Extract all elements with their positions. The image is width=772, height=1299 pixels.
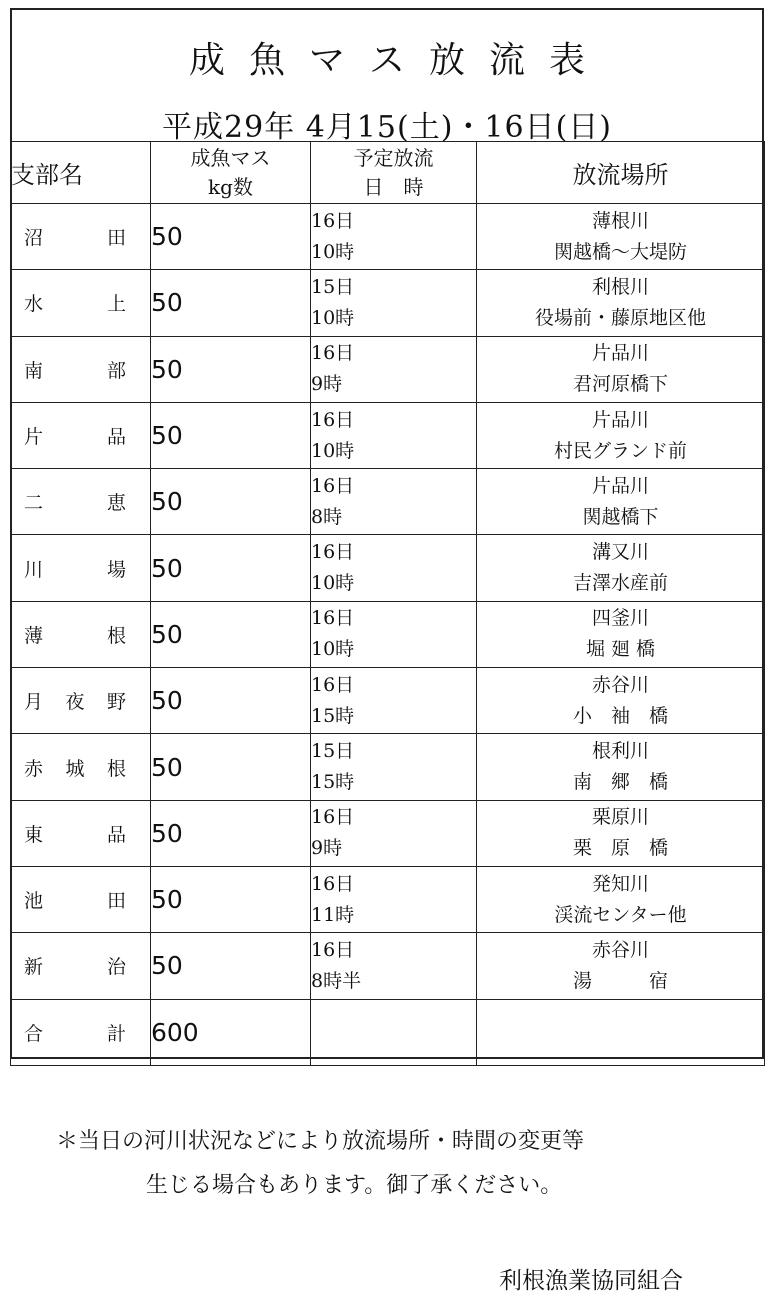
release-datetime	[311, 270, 477, 336]
branch-char: 合	[24, 1022, 44, 1045]
branch-char: 品	[106, 426, 126, 449]
header-kg-line2: kg数	[208, 174, 253, 199]
release-datetime	[311, 469, 477, 535]
table-row	[11, 535, 765, 601]
branch-name	[11, 999, 151, 1065]
release-day: 16日	[311, 541, 355, 564]
header-datetime	[311, 142, 477, 204]
branch-name	[11, 933, 151, 999]
release-datetime	[311, 734, 477, 800]
kg-amount: 50	[151, 800, 311, 866]
total-row	[11, 999, 765, 1065]
release-river: 発知川	[591, 872, 649, 895]
branch-char: 薄	[24, 624, 44, 647]
release-spot: 村民グランド前	[553, 439, 687, 462]
release-river: 利根川	[591, 275, 649, 298]
branch-char: 二	[24, 492, 44, 515]
kg-amount: 50	[151, 866, 311, 932]
release-schedule-sheet	[10, 8, 764, 1059]
kg-amount: 50	[151, 601, 311, 667]
header-branch: 支部名	[11, 142, 151, 204]
table-row	[11, 204, 765, 270]
release-place	[477, 933, 765, 999]
branch-name-chars	[11, 223, 150, 250]
branch-char: 沼	[24, 227, 44, 250]
branch-name-chars	[11, 687, 150, 714]
release-river: 赤谷川	[591, 938, 649, 961]
kg-amount: 50	[151, 734, 311, 800]
branch-name-chars	[11, 754, 150, 781]
release-spot: 役場前・藤原地区他	[534, 306, 706, 329]
branch-name-chars	[11, 289, 150, 316]
release-day: 16日	[311, 673, 355, 696]
release-spot: 君河原橋下	[572, 373, 668, 396]
header-datetime-line2: 日 時	[363, 174, 424, 199]
kg-amount: 50	[151, 933, 311, 999]
branch-name-chars	[11, 422, 150, 449]
organization-name: 利根漁業協同組合	[499, 1268, 683, 1294]
release-place	[477, 601, 765, 667]
release-day: 15日	[311, 275, 355, 298]
release-place	[477, 668, 765, 734]
notice-line-2: 生じる場合もあります。御了承ください。	[146, 1173, 563, 1198]
branch-name	[11, 270, 151, 336]
release-spot: 堀 廻 橋	[585, 638, 656, 661]
release-spot: 栗 原 橋	[572, 837, 668, 860]
release-river: 栗原川	[591, 806, 649, 829]
branch-name-chars	[11, 356, 150, 383]
release-time: 10時	[311, 638, 355, 661]
branch-char: 南	[24, 359, 44, 382]
branch-name	[11, 204, 151, 270]
branch-char: 夜	[65, 691, 85, 714]
branch-name	[11, 535, 151, 601]
release-datetime	[311, 866, 477, 932]
branch-name	[11, 800, 151, 866]
branch-char: 治	[106, 956, 126, 979]
document-title: 成魚マス放流表	[188, 40, 609, 81]
release-spot: 関越橋〜大堤防	[553, 240, 687, 263]
total-place-empty	[477, 999, 765, 1065]
branch-char: 田	[106, 227, 126, 250]
release-time: 15時	[311, 704, 355, 727]
release-day: 16日	[311, 938, 355, 961]
release-river: 溝又川	[591, 541, 649, 564]
release-datetime	[311, 402, 477, 468]
release-river: 片品川	[591, 342, 649, 365]
release-time: 11時	[311, 903, 355, 926]
branch-name-chars	[11, 488, 150, 515]
branch-char: 水	[24, 293, 44, 316]
release-place	[477, 866, 765, 932]
branch-name	[11, 866, 151, 932]
branch-name	[11, 668, 151, 734]
branch-name-chars	[11, 886, 150, 913]
table-body	[11, 204, 765, 1066]
release-place	[477, 270, 765, 336]
release-time: 9時	[311, 373, 343, 396]
release-spot: 関越橋下	[582, 505, 659, 528]
branch-name	[11, 336, 151, 402]
branch-name-chars	[11, 555, 150, 582]
kg-amount: 50	[151, 535, 311, 601]
branch-char: 部	[106, 359, 126, 382]
kg-amount: 50	[151, 204, 311, 270]
release-place	[477, 734, 765, 800]
release-place	[477, 469, 765, 535]
release-datetime	[311, 204, 477, 270]
branch-name	[11, 601, 151, 667]
release-river: 四釜川	[591, 607, 649, 630]
header-datetime-line1: 予定放流	[353, 145, 434, 170]
table-row	[11, 402, 765, 468]
release-time: 9時	[311, 837, 343, 860]
table-row	[11, 734, 765, 800]
table-row	[11, 469, 765, 535]
release-day: 16日	[311, 209, 355, 232]
total-kg: 600	[151, 999, 311, 1065]
table-row	[11, 933, 765, 999]
branch-char: 城	[65, 757, 85, 780]
release-time: 10時	[311, 439, 355, 462]
notice	[56, 1120, 584, 1208]
release-datetime	[311, 601, 477, 667]
release-day: 16日	[311, 474, 355, 497]
release-place	[477, 336, 765, 402]
kg-amount: 50	[151, 402, 311, 468]
release-datetime	[311, 933, 477, 999]
branch-char: 根	[106, 757, 126, 780]
table-row	[11, 336, 765, 402]
release-day: 16日	[311, 342, 355, 365]
release-river: 薄根川	[591, 209, 649, 232]
branch-char: 片	[24, 426, 44, 449]
release-time: 10時	[311, 240, 355, 263]
table-row	[11, 601, 765, 667]
branch-char: 上	[106, 293, 126, 316]
kg-amount: 50	[151, 469, 311, 535]
notice-line-1: ＊当日の河川状況などにより放流場所・時間の変更等	[56, 1129, 585, 1154]
release-day: 15日	[311, 740, 355, 763]
total-datetime-empty	[311, 999, 477, 1065]
table-row	[11, 866, 765, 932]
release-day: 16日	[311, 872, 355, 895]
branch-char: 計	[106, 1022, 126, 1045]
release-datetime	[311, 800, 477, 866]
branch-char: 田	[106, 890, 126, 913]
release-place	[477, 800, 765, 866]
branch-name-chars	[11, 820, 150, 847]
event-date: 平成29年 4月15(土)・16日(日)	[162, 110, 612, 145]
branch-char: 新	[24, 956, 44, 979]
branch-char: 場	[106, 558, 126, 581]
branch-char: 野	[106, 691, 126, 714]
branch-char: 恵	[106, 492, 126, 515]
release-spot: 湯 宿	[572, 969, 668, 992]
release-spot: 渓流センター他	[554, 903, 687, 926]
release-time: 15時	[311, 771, 355, 794]
branch-char: 根	[106, 624, 126, 647]
release-datetime	[311, 668, 477, 734]
release-time: 10時	[311, 572, 355, 595]
branch-name-chars	[11, 621, 150, 648]
table-row	[11, 270, 765, 336]
branch-char: 池	[24, 890, 44, 913]
release-place	[477, 402, 765, 468]
release-place	[477, 535, 765, 601]
branch-char: 東	[24, 823, 44, 846]
release-place	[477, 204, 765, 270]
release-time: 8時半	[311, 969, 362, 992]
branch-name-chars	[11, 952, 150, 979]
kg-amount: 50	[151, 336, 311, 402]
branch-char: 品	[106, 823, 126, 846]
branch-name-chars	[11, 1019, 150, 1046]
release-day: 16日	[311, 408, 355, 431]
release-spot: 小 袖 橋	[572, 704, 668, 727]
header-place: 放流場所	[477, 142, 765, 204]
branch-name	[11, 402, 151, 468]
release-spot: 吉澤水産前	[572, 572, 668, 595]
table-row	[11, 800, 765, 866]
table-row	[11, 668, 765, 734]
table-header-row	[11, 142, 765, 204]
release-day: 16日	[311, 806, 355, 829]
release-day: 16日	[311, 607, 355, 630]
header-kg	[151, 142, 311, 204]
release-time: 10時	[311, 306, 355, 329]
branch-char: 赤	[24, 757, 44, 780]
release-datetime	[311, 535, 477, 601]
release-river: 根利川	[591, 740, 649, 763]
release-river: 片品川	[591, 408, 649, 431]
branch-char: 月	[24, 691, 44, 714]
kg-amount: 50	[151, 270, 311, 336]
release-river: 赤谷川	[591, 673, 649, 696]
release-river: 片品川	[591, 474, 649, 497]
header-kg-line1: 成魚マス	[190, 145, 271, 170]
release-time: 8時	[311, 505, 343, 528]
release-spot: 南 郷 橋	[572, 771, 668, 794]
release-table	[10, 141, 765, 1066]
kg-amount: 50	[151, 668, 311, 734]
branch-name	[11, 469, 151, 535]
branch-name	[11, 734, 151, 800]
release-datetime	[311, 336, 477, 402]
branch-char: 川	[24, 558, 44, 581]
